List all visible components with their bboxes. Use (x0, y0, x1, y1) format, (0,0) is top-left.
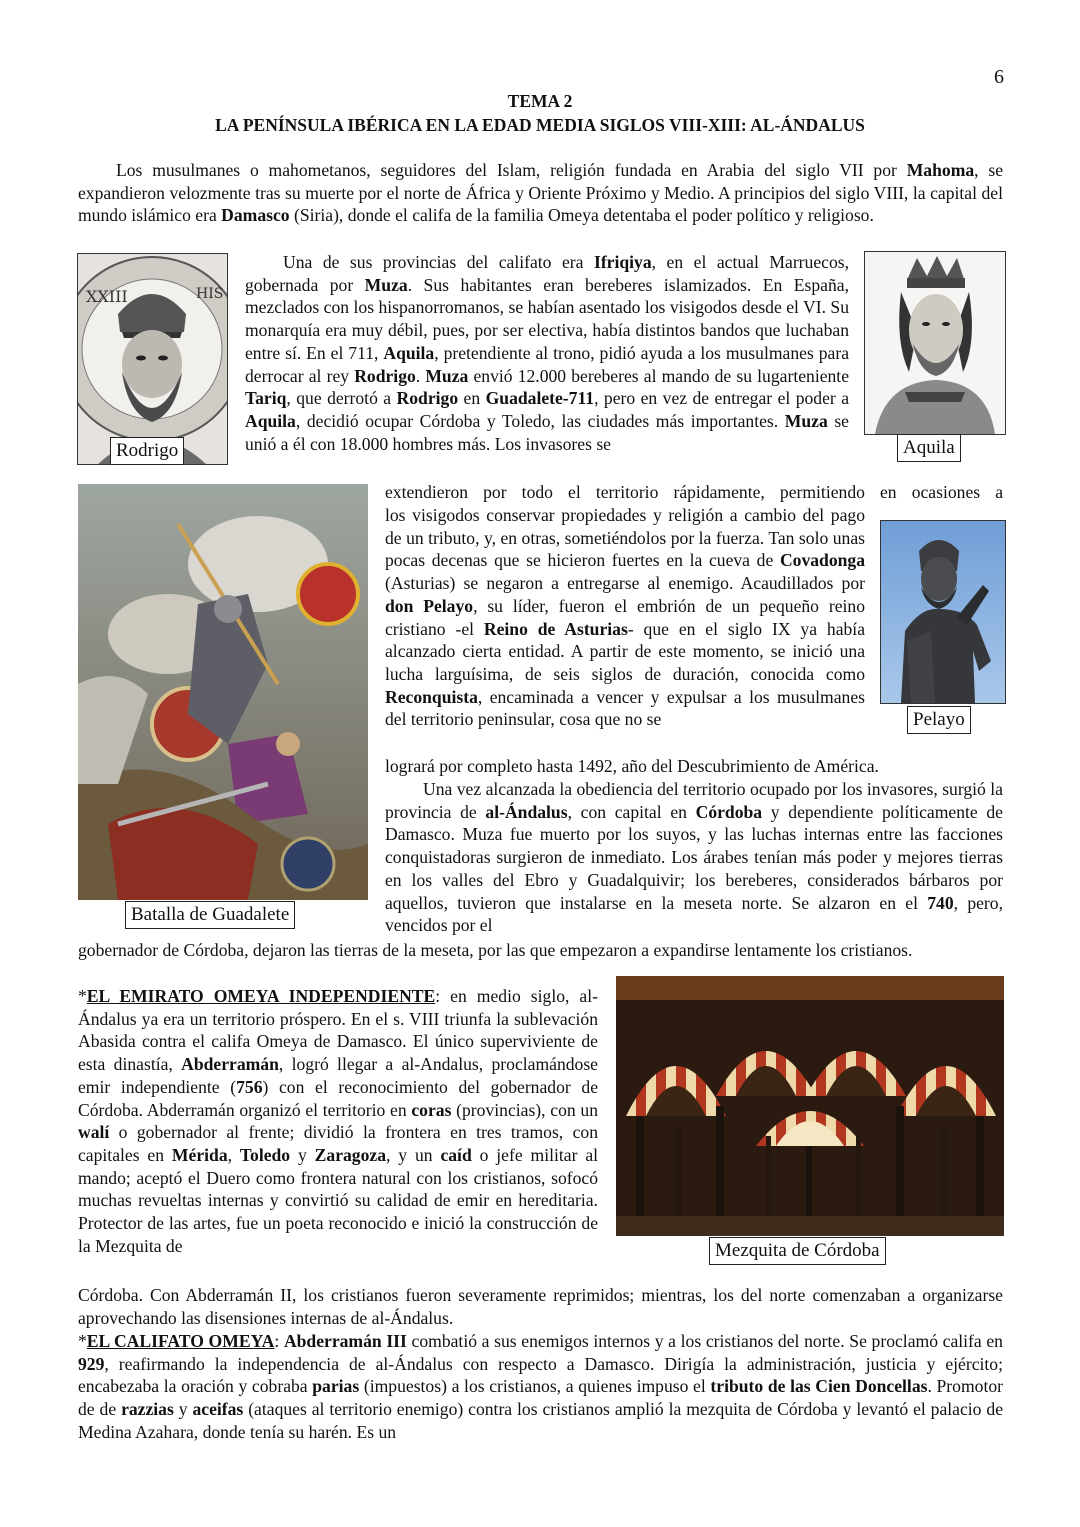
rodrigo-inscription-right: HIS (196, 286, 224, 302)
chapter-subtitle: LA PENÍNSULA IBÉRICA EN LA EDAD MEDIA SIGLOS VIII-XIII: AL-ÁNDALUS (215, 115, 865, 135)
batalla-guadalete-painting (78, 484, 368, 900)
pelayo-statue (880, 520, 1006, 704)
aquila-portrait (864, 251, 1006, 435)
caption-aquila: Aquila (897, 434, 961, 462)
caption-mezquita: Mezquita de Córdoba (709, 1237, 886, 1265)
paragraph-intro: Los musulmanes o mahometanos, seguidores del Islam, religión fundada en Arabia del siglo VII por Mahoma, se expandieron velozmente tras su muerte por el norte de África y Oriente Próximo y Medio. A principios del siglo VIII, la capital del mundo islámico era Damasco (Siria), donde el califa de la familia Omeya detentaba el poder político y religioso. (78, 160, 1003, 226)
chapter-title: TEMA 2 (507, 91, 573, 111)
paragraph-emirato: *EL EMIRATO OMEYA INDEPENDIENTE: en medio siglo, al-Ándalus ya era un territorio próspero. En el s. VIII triunfa la sublevación Abasida contra el califa Omeya de Damasco. El único superviviente de esta dinastía, Abderramán, logró llegar a al-Andalus, proclamándose emir independiente (756) con el reconocimiento del gobernador de Córdoba. Abderramán organizó el territorio en coras (provincias), con un walí o gobernador al frente; dividió la frontera en tres tramos, con capitales en Mérida, Toledo y Zaragoza, y un caíd o jefe militar al mando; aceptó el Duero como frontera natural con los cristianos, sofocó muchas revueltas internas y convirtió su calidad de emir en hereditaria. Protector de las artes, fue un poeta reconocido e inició la construcción de la Mezquita de (78, 986, 599, 1256)
caption-pelayo: Pelayo (907, 706, 971, 734)
paragraph-invasion-line: extendieron por todo el territorio rápidamente, permitiendo en ocasiones a (385, 482, 1003, 502)
caption-rodrigo: Rodrigo (110, 437, 184, 465)
paragraph-reconquista-end: logrará por completo hasta 1492, año del Descubrimiento de América. (385, 756, 879, 776)
paragraph-al-andalus-cont: gobernador de Córdoba, dejaron las tierras de la meseta, por las que empezaron a expandirse lentamente los cristianos. (78, 940, 913, 960)
paragraph-califato: *EL CALIFATO OMEYA: Abderramán III combatió a sus enemigos internos y a los cristianos del norte. Se proclamó califa en 929, reafirmando la independencia de al-Ándalus con respecto a Damasco. Dirigía la administración, justicia y ejército; encabezaba la oración y cobraba parias (impuestos) a los cristianos, a quienes impuso el tributo de las Cien Doncellas. Promotor de de razzias y aceifas (ataques al territorio enemigo) contra los cristianos amplió la mezquita de Córdoba y levantó el palacio de Medina Azahara, donde tenía su harén. Es un (78, 1331, 1004, 1442)
caption-batalla: Batalla de Guadalete (125, 901, 295, 929)
rodrigo-portrait (77, 253, 228, 465)
paragraph-covadonga: los visigodos conservar propiedades y religión a cambio del pago de un tributo, y, en otras, sometiéndolos por la fuerza. Tan solo unas pocas decenas que se hicieron fuertes en la cueva de Covadonga (Asturias) se negaron a entregarse al enemigo. Acaudillados por don Pelayo, su líder, fueron el embrión de un pequeño reino cristiano -el Reino de Asturias- que en el siglo IX ya había alcanzado cierta entidad. A partir de este momento, se inició una lucha larguísima, de seis siglos de duración, conocida como Reconquista, encaminada a vencer y expulsar a los musulmanes del territorio peninsular, cosa que no se (385, 505, 866, 730)
paragraph-emirato-cont: Córdoba. Con Abderramán II, los cristianos fueron severamente reprimidos; mientras, los del norte comenzaban a organizarse aprovechando las disensiones internas de al-Ándalus. (78, 1285, 1003, 1328)
paragraph-invasion: Una de sus provincias del califato era Ifriqiya, en el actual Marruecos, gobernada por Muza. Sus habitantes eran bereberes islamizados. En España, mezclados con los hispanorromanos, se habían asentado los visigodos desde el VI. Su monarquía era muy débil, pues, por ser electiva, había distintos bandos que luchaban entre sí. En el 711, Aquila, pretendiente al trono, pidió ayuda a los musulmanes para derrocar al rey Rodrigo. Muza envió 12.000 bereberes al mando de su lugarteniente Tariq, que derrotó a Rodrigo en Guadalete-711, pero en vez de entregar el poder a Aquila, decidió ocupar Córdoba y Toledo, las ciudades más importantes. Muza se unió a él con 18.000 hombres más. Los invasores se (245, 252, 850, 454)
paragraph-al-andalus: Una vez alcanzada la obediencia del territorio ocupado por los invasores, surgió la provincia de al-Ándalus, con capital en Córdoba y dependiente políticamente de Damasco. Muza fue muerto por los suyos, y las luchas internas entre las facciones conquistadoras surgieron de inmediato. Los árabes tenían más poder y mejores tierras en los valles del Ebro y Guadalquivir; los bereberes, considerados bárbaros por aquellos, tuvieron que instalarse en la meseta norte. Se alzaron en el 740, pero, vencidos por el (385, 779, 1003, 936)
mezquita-cordoba-photo (616, 976, 1004, 1236)
rodrigo-inscription-left: XXIII (86, 287, 128, 306)
page-number: 6 (994, 66, 1004, 88)
